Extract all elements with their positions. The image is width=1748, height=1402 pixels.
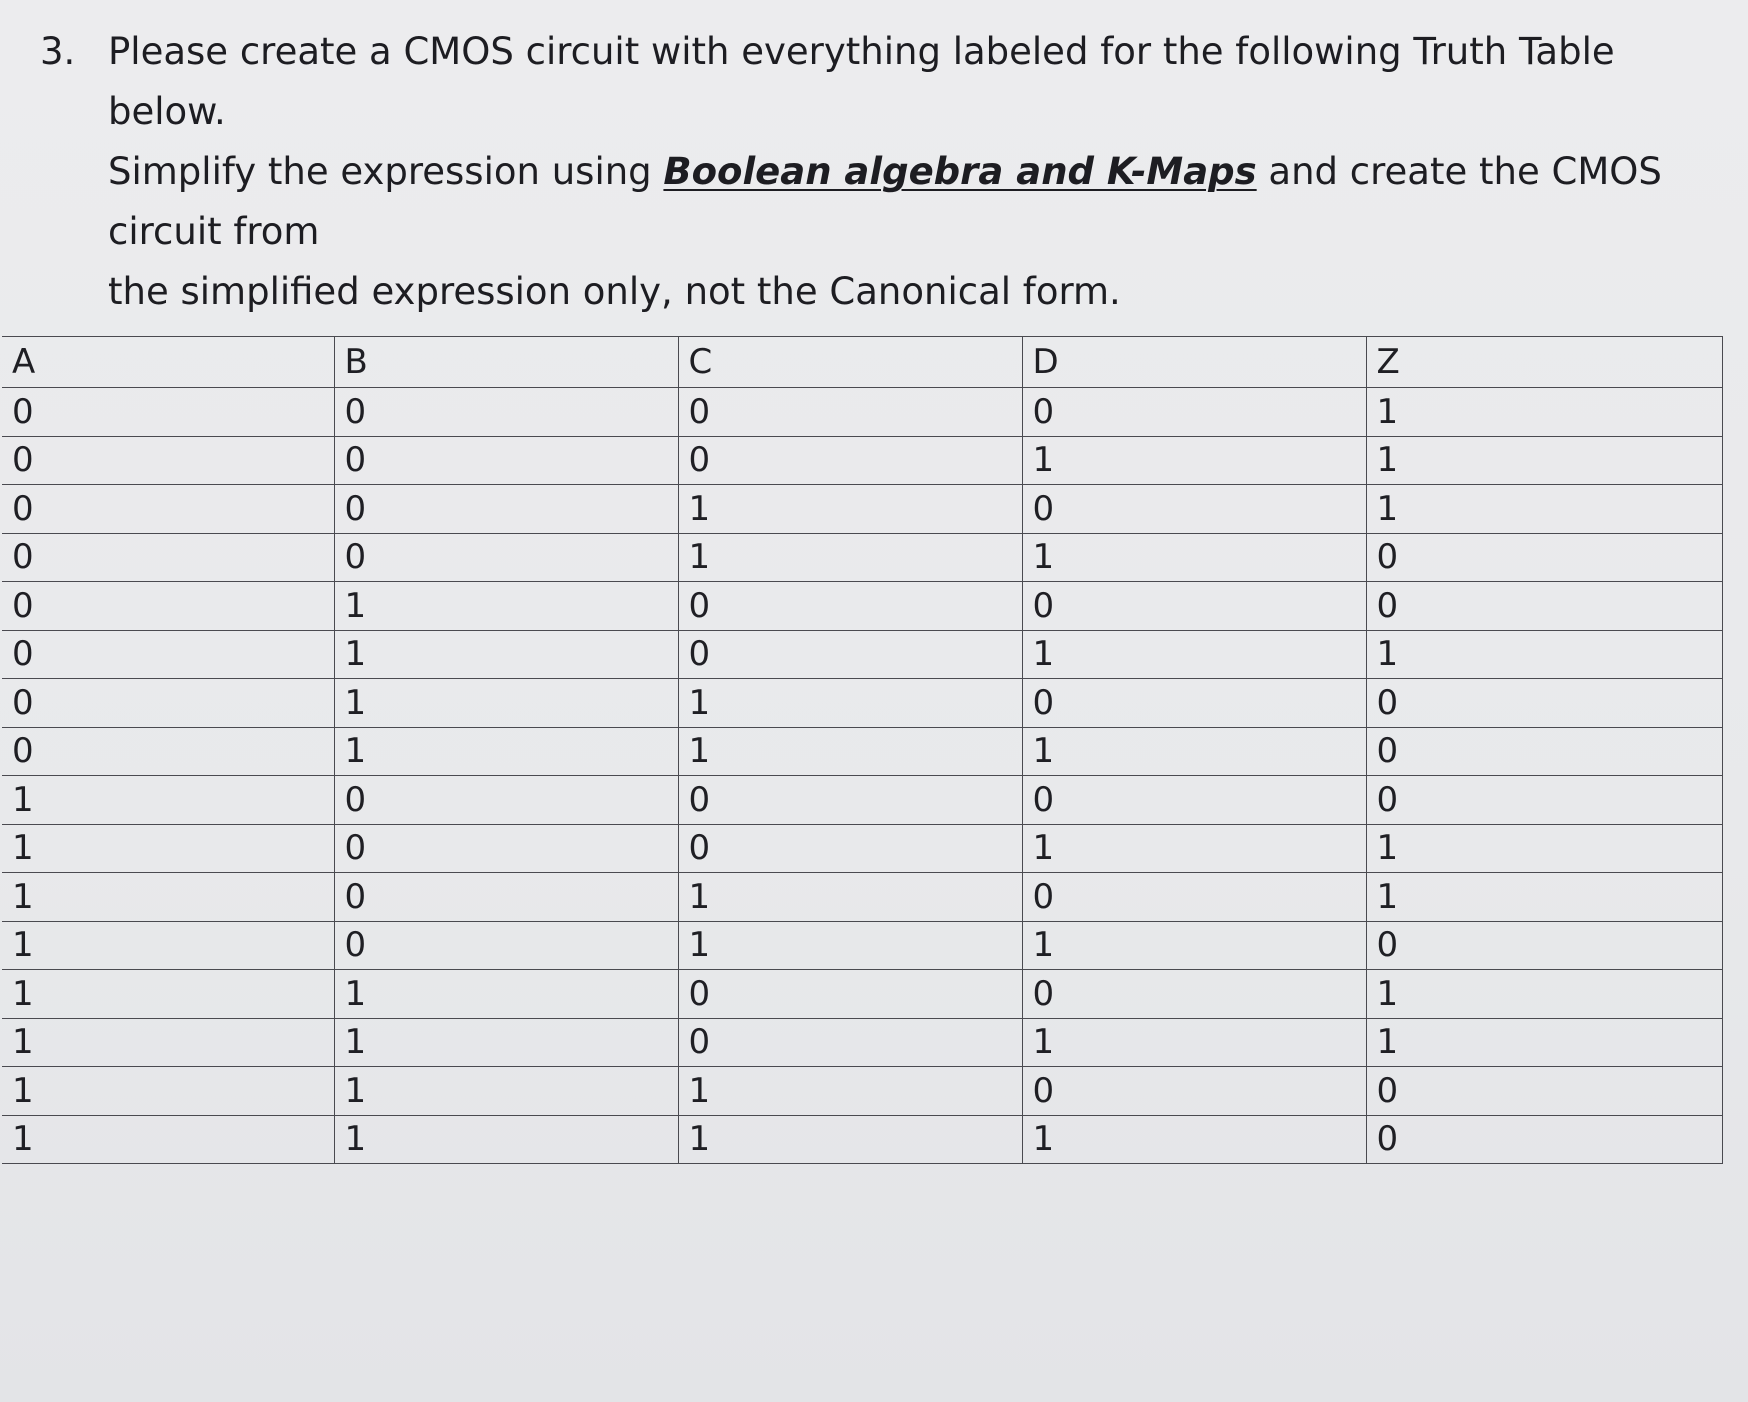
cell-d: 1	[1022, 1115, 1366, 1164]
cell-a: 1	[2, 1067, 334, 1116]
cell-a: 1	[2, 824, 334, 873]
question-line-2-end: and create the CMOS circuit from	[108, 150, 1662, 253]
cell-a: 0	[2, 679, 334, 728]
cell-d: 1	[1022, 1018, 1366, 1067]
cell-a: 0	[2, 436, 334, 485]
cell-b: 1	[334, 630, 678, 679]
cell-d: 1	[1022, 727, 1366, 776]
cell-a: 0	[2, 582, 334, 631]
cell-b: 0	[334, 388, 678, 437]
table-row	[2, 873, 1722, 922]
cell-z: 0	[1366, 727, 1722, 776]
table-row	[2, 1018, 1722, 1067]
question-line-1: Please create a CMOS circuit with everything labeled for the following Truth Table below.	[108, 30, 1615, 133]
cell-b: 0	[334, 873, 678, 922]
cell-c: 0	[678, 436, 1022, 485]
cell-z: 0	[1366, 921, 1722, 970]
cell-b: 1	[334, 1018, 678, 1067]
cell-d: 0	[1022, 970, 1366, 1019]
cell-c: 1	[678, 727, 1022, 776]
cell-z: 1	[1366, 873, 1722, 922]
cell-c: 1	[678, 1067, 1022, 1116]
question-line-2-start: Simplify the expression using	[108, 150, 664, 193]
header-a: A	[2, 337, 334, 388]
cell-d: 0	[1022, 679, 1366, 728]
truth-table-body	[2, 388, 1722, 1164]
cell-z: 1	[1366, 485, 1722, 534]
cell-a: 0	[2, 533, 334, 582]
cell-b: 1	[334, 970, 678, 1019]
cell-c: 1	[678, 1115, 1022, 1164]
cell-b: 1	[334, 1067, 678, 1116]
question-line-3: the simplified expression only, not the Canonical form.	[108, 270, 1121, 313]
table-row	[2, 970, 1722, 1019]
cell-d: 1	[1022, 921, 1366, 970]
cell-a: 0	[2, 388, 334, 437]
cell-b: 0	[334, 921, 678, 970]
cell-z: 0	[1366, 679, 1722, 728]
table-row	[2, 630, 1722, 679]
cell-z: 0	[1366, 1115, 1722, 1164]
cell-a: 1	[2, 1018, 334, 1067]
cell-d: 1	[1022, 533, 1366, 582]
cell-a: 1	[2, 970, 334, 1019]
cell-b: 1	[334, 679, 678, 728]
table-row	[2, 1115, 1722, 1164]
cell-d: 1	[1022, 436, 1366, 485]
cell-c: 1	[678, 679, 1022, 728]
cell-a: 1	[2, 921, 334, 970]
cell-c: 1	[678, 533, 1022, 582]
cell-b: 0	[334, 824, 678, 873]
table-row	[2, 1067, 1722, 1116]
header-b: B	[334, 337, 678, 388]
cell-d: 0	[1022, 776, 1366, 825]
header-c: C	[678, 337, 1022, 388]
cell-a: 1	[2, 1115, 334, 1164]
question-text	[108, 22, 1718, 322]
cell-c: 0	[678, 388, 1022, 437]
header-z: Z	[1366, 337, 1722, 388]
cell-b: 1	[334, 582, 678, 631]
question-line-2	[108, 142, 1718, 262]
cell-c: 0	[678, 630, 1022, 679]
table-row	[2, 921, 1722, 970]
table-row	[2, 485, 1722, 534]
cell-d: 0	[1022, 388, 1366, 437]
header-d: D	[1022, 337, 1366, 388]
cell-b: 1	[334, 727, 678, 776]
cell-z: 0	[1366, 533, 1722, 582]
cell-b: 0	[334, 776, 678, 825]
cell-c: 0	[678, 1018, 1022, 1067]
cell-d: 0	[1022, 582, 1366, 631]
cell-c: 0	[678, 582, 1022, 631]
cell-d: 0	[1022, 485, 1366, 534]
table-row	[2, 727, 1722, 776]
table-row	[2, 824, 1722, 873]
cell-c: 1	[678, 873, 1022, 922]
cell-z: 0	[1366, 1067, 1722, 1116]
cell-a: 0	[2, 727, 334, 776]
cell-a: 1	[2, 873, 334, 922]
cell-z: 0	[1366, 582, 1722, 631]
cell-a: 0	[2, 485, 334, 534]
cell-z: 1	[1366, 436, 1722, 485]
cell-z: 1	[1366, 824, 1722, 873]
table-row	[2, 533, 1722, 582]
table-row	[2, 582, 1722, 631]
question-emphasis: Boolean algebra and K-Maps	[663, 150, 1257, 193]
cell-d: 1	[1022, 824, 1366, 873]
table-row	[2, 776, 1722, 825]
table-row	[2, 679, 1722, 728]
truth-table	[2, 336, 1723, 1164]
cell-z: 1	[1366, 388, 1722, 437]
cell-d: 1	[1022, 630, 1366, 679]
cell-a: 0	[2, 630, 334, 679]
cell-b: 0	[334, 436, 678, 485]
cell-b: 1	[334, 1115, 678, 1164]
question-number: 3.	[40, 30, 76, 73]
cell-b: 0	[334, 485, 678, 534]
cell-c: 1	[678, 485, 1022, 534]
cell-d: 0	[1022, 873, 1366, 922]
cell-z: 1	[1366, 970, 1722, 1019]
cell-a: 1	[2, 776, 334, 825]
cell-z: 0	[1366, 776, 1722, 825]
table-row	[2, 388, 1722, 437]
cell-z: 1	[1366, 1018, 1722, 1067]
table-row	[2, 436, 1722, 485]
cell-c: 0	[678, 824, 1022, 873]
cell-d: 0	[1022, 1067, 1366, 1116]
cell-b: 0	[334, 533, 678, 582]
cell-c: 0	[678, 776, 1022, 825]
cell-c: 1	[678, 921, 1022, 970]
truth-table-header-row	[2, 337, 1722, 388]
cell-z: 1	[1366, 630, 1722, 679]
cell-c: 0	[678, 970, 1022, 1019]
